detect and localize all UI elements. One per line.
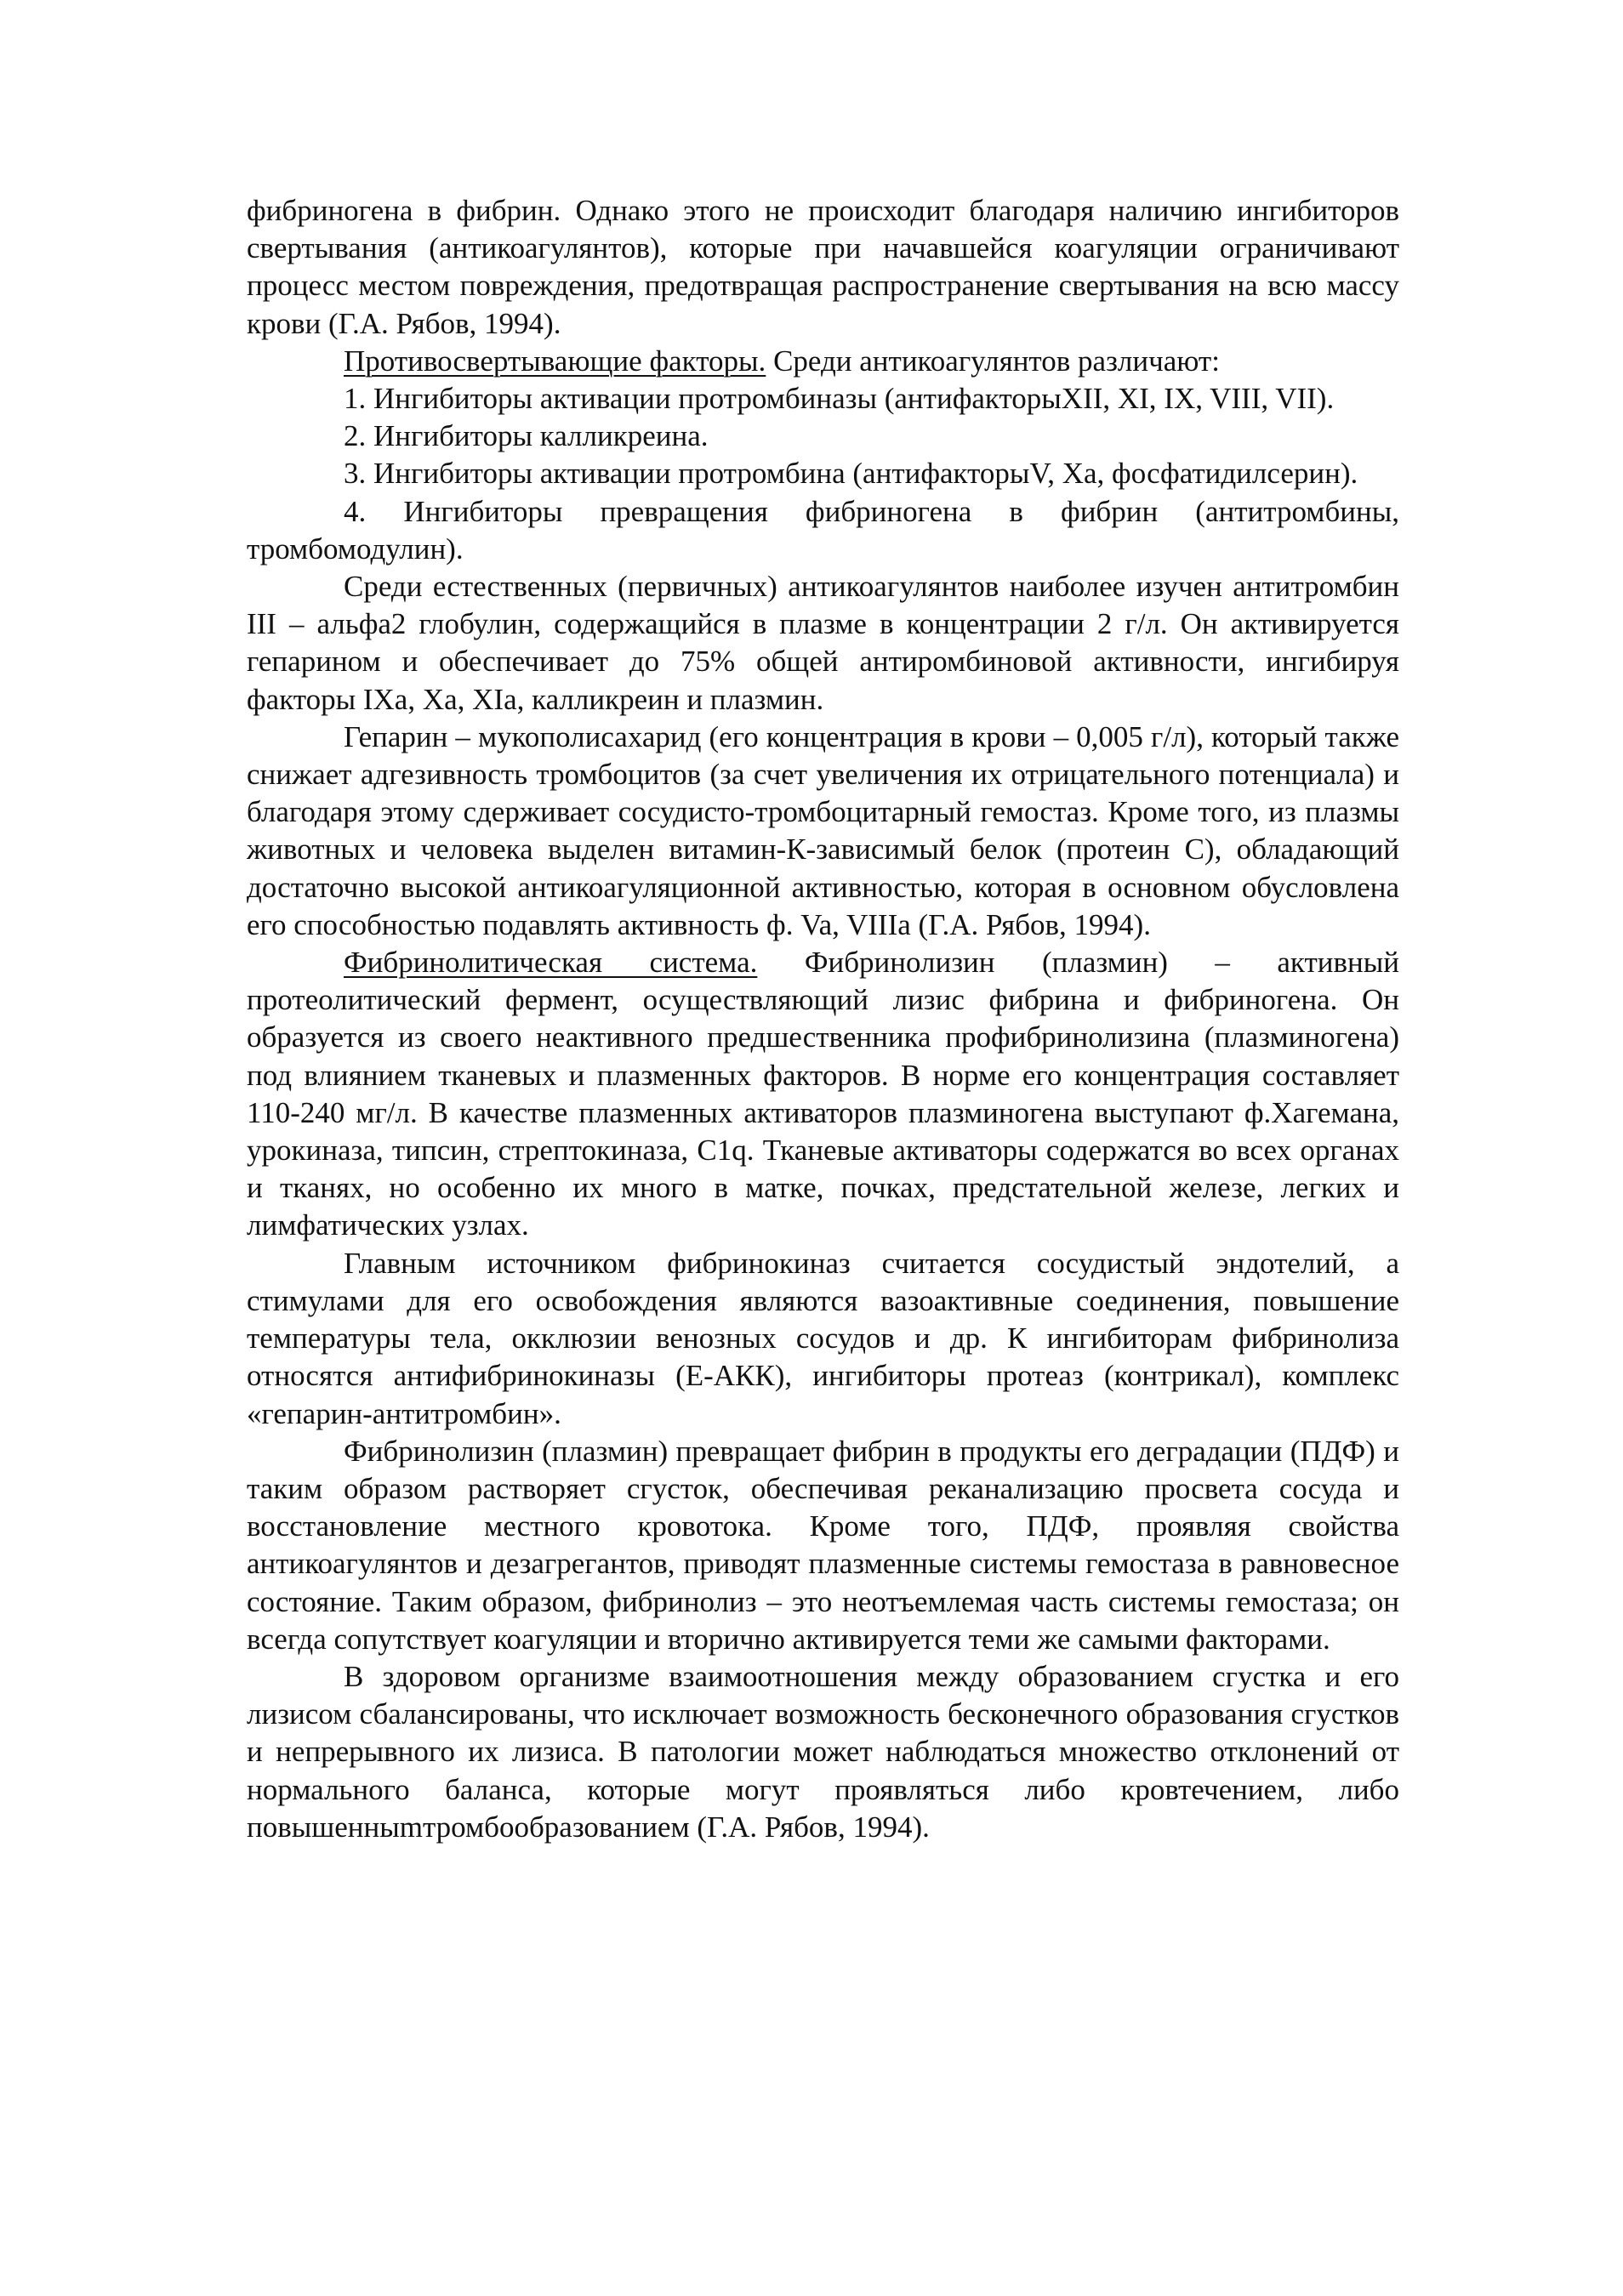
paragraph-text: Фибринолизин (плазмин) – активный протеолитический фермент, осуществляющий лизис фибрина и фибриногена. Он образуется из своего неактивного предшественника профибринолизина (плазминогена) под влиянием тканевых и плазменных факторов. В норме его концентрация составляет 110-240 мг/л. В качестве плазменных активаторов плазминогена выступают ф.Хагемана, урокиназа, типсин, стрептокиназа, C1q. Тканевые активаторы содержатся во всех органах и тканях, но особенно их много в матке, почках, предстательной железе, легких и лимфатических узлах. <box>247 946 1399 1242</box>
paragraph-heparin: Гепарин – мукополисахарид (его концентрация в крови – 0,005 г/л), который также снижает адгезивность тромбоцитов (за счет увеличения их отрицательного потенциала) и благодаря этому сдерживает сосудисто-тромбоцитарный гемостаз. Кроме того, из плазмы животных и человека выделен витамин-К-зависимый белок (протеин С), обладающий достаточно высокой антикоагуляционной активностью, которая в основном обусловлена его способностью подавлять активность ф. Va, VIIIa (Г.А. Рябов, 1994). <box>247 719 1399 941</box>
list-item: 4. Ингибиторы превращения фибриногена в фибрин (антитромбины, тромбомодулин). <box>247 494 1399 565</box>
paragraph-fibrinokinase: Главным источником фибринокиназ считается сосудистый эндотелий, а стимулами для его освобождения являются вазоактивные соединения, повышение температуры тела, окклюзии венозных сосудов и др. К ингибиторам фибринолиза относятся антифибринокиназы (Е-АКК), ингибиторы протеаз (контрикал), комплекс «гепарин-антитромбин». <box>247 1246 1399 1430</box>
list-item: 2. Ингибиторы калликреина. <box>344 419 709 453</box>
paragraph-balance: В здоровом организме взаимоотношения между образованием сгустка и его лизисом сбалансированы, что исключает возможность бесконечного образования сгустков и непрерывного их лизиса. В патологии может наблюдаться множество отклонений от нормального баланса, которые могут проявляться либо кровтечением, либо повышенныmтромбообразованием (Г.А. Рябов, 1994). <box>247 1659 1399 1844</box>
paragraph-anticoagulant-types <box>247 343 1399 380</box>
document-body <box>247 192 1399 1846</box>
paragraph-plasmin: Фибринолизин (плазмин) превращает фибрин в продукты его деградации (ПДФ) и таким образом растворяет сгусток, обеспечивая реканализацию просвета сосуда и восстановление местного кровотока. Кроме того, ПДФ, проявляя свойства антикоагулянтов и дезагрегантов, приводят плазменные системы гемостаза в равновесное состояние. Таким образом, фибринолиз – это неотъемлемая часть системы гемостаза; он всегда сопутствует коагуляции и вторично активируется теми же самыми факторами. <box>247 1434 1399 1656</box>
section-heading-fibrinolytic-system: Фибринолитическая система. <box>344 946 758 980</box>
paragraph-antithrombin: Среди естественных (первичных) антикоагулянтов наиболее изучен антитромбин III – альфа2 глобулин, содержащийся в плазме в концентрации 2 г/л. Он активируется гепарином и обеспечивает до 75% общей антиромбиновой активности, ингибируя факторы IXa, Xa, XIa, калликреин и плазмин. <box>247 570 1399 716</box>
section-heading-anticoagulant-factors: Противосвертывающие факторы. <box>344 344 766 378</box>
list-item: 1. Ингибиторы активации протромбиназы (антифакторыXII, XI, IX, VIII, VII). <box>344 382 1335 416</box>
list-item: 3. Ингибиторы активации протромбина (антифакторыV, Xa, фосфатидилсерин). <box>344 457 1358 491</box>
paragraph-continuation: фибриногена в фибрин. Однако этого не происходит благодаря наличию ингибиторов свертывания (антикоагулянтов), которые при начавшейся коагуляции ограничивают процесс местом повреждения, предотвращая распространение свертывания на всю массу крови (Г.А. Рябов, 1994). <box>247 194 1399 340</box>
paragraph-text: Среди антикоагулянтов различают: <box>766 344 1220 378</box>
paragraph-fibrinolytic-system <box>247 944 1399 1245</box>
